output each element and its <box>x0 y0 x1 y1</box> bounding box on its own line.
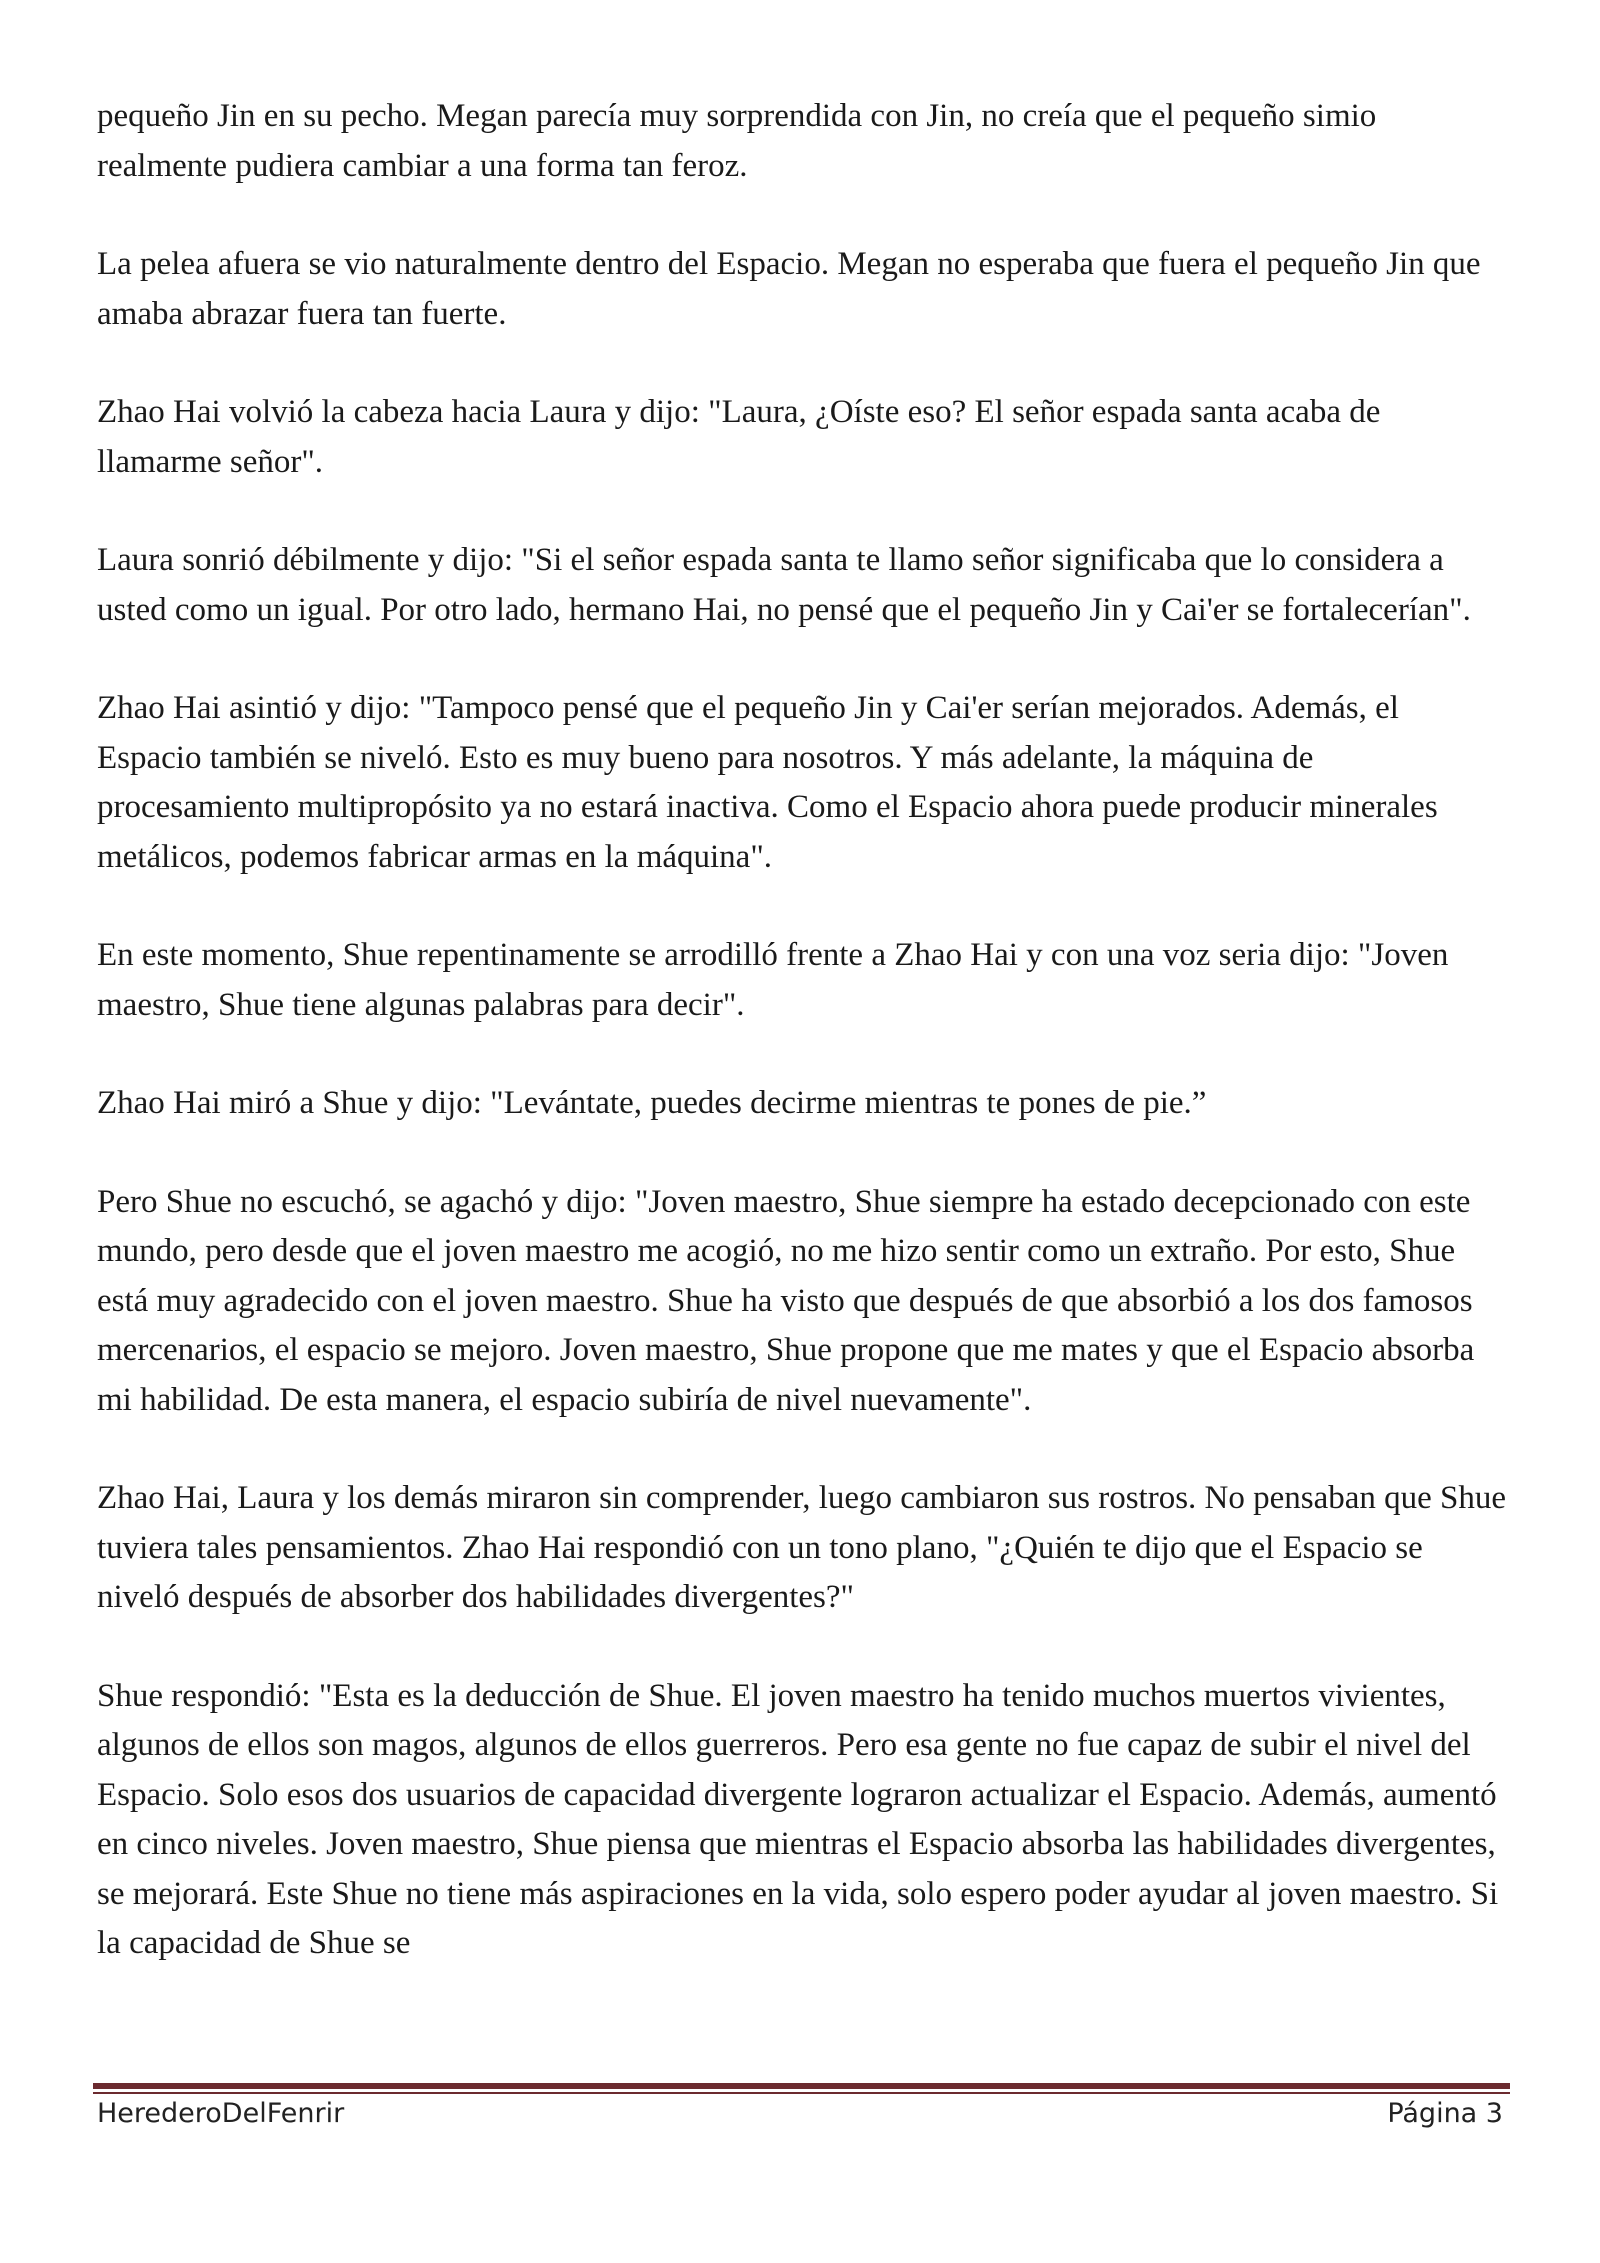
paragraph: Zhao Hai miró a Shue y dijo: "Levántate, puedes decirme mientras te pones de pie.” <box>97 1085 1207 1121</box>
body-text <box>97 92 1507 2018</box>
page-number: Página 3 <box>1387 2098 1503 2129</box>
paragraph: Zhao Hai volvió la cabeza hacia Laura y dijo: "Laura, ¿Oíste eso? El señor espada santa acaba de llamarme señor". <box>97 394 1381 480</box>
paragraph: Pero Shue no escuchó, se agachó y dijo: "Joven maestro, Shue siempre ha estado decepcionado con este mundo, pero desde que el joven maestro me acogió, no me hizo sentir como un extraño. Por esto, Shue está muy agradecido con el joven maestro. Shue ha visto que después de que absorbió a los dos famosos mercenarios, el espacio se mejoro. Joven maestro, Shue propone que me mates y que el Espacio absorba mi habilidad. De esta manera, el espacio subiría de nivel nuevamente". <box>97 1183 1475 1418</box>
paragraph: En este momento, Shue repentinamente se arrodilló frente a Zhao Hai y con una voz seria dijo: "Joven maestro, Shue tiene algunas palabras para decir". <box>97 937 1449 1023</box>
paragraph: Zhao Hai, Laura y los demás miraron sin comprender, luego cambiaron sus rostros. No pensaban que Shue tuviera tales pensamientos. Zhao Hai respondió con un tono plano, "¿Quién te dijo que el Espacio se niveló después de absorber dos habilidades divergentes?" <box>97 1480 1507 1615</box>
paragraph: Laura sonrió débilmente y dijo: "Si el señor espada santa te llamo señor significaba que lo considera a usted como un igual. Por otro lado, hermano Hai, no pensé que el pequeño Jin y Cai'er se fortalecerían". <box>97 542 1471 628</box>
paragraph: Zhao Hai asintió y dijo: "Tampoco pensé que el pequeño Jin y Cai'er serían mejorados. Además, el Espacio también se niveló. Esto es muy bueno para nosotros. Y más adelante, la máquina de procesamiento multipropósito ya no estará inactiva. Como el Espacio ahora puede producir minerales metálicos, podemos fabricar armas en la máquina". <box>97 690 1438 875</box>
footer-divider <box>93 2083 1510 2094</box>
paragraph: pequeño Jin en su pecho. Megan parecía muy sorprendida con Jin, no creía que el pequeño simio realmente pudiera cambiar a una forma tan feroz. <box>97 98 1377 184</box>
paragraph: La pelea afuera se vio naturalmente dentro del Espacio. Megan no esperaba que fuera el pequeño Jin que amaba abrazar fuera tan fuerte. <box>97 246 1481 332</box>
paragraph: Shue respondió: "Esta es la deducción de Shue. El joven maestro ha tenido muchos muertos vivientes, algunos de ellos son magos, algunos de ellos guerreros. Pero esa gente no fue capaz de subir el nivel del Espacio. Solo esos dos usuarios de capacidad divergente lograron actualizar el Espacio. Además, aumentó en cinco niveles. Joven maestro, Shue piensa que mientras el Espacio absorba las habilidades divergentes, se mejorará. Este Shue no tiene más aspiraciones en la vida, solo espero poder ayudar al joven maestro. Si la capacidad de Shue se <box>97 1677 1499 1961</box>
footer-author: HerederoDelFenrir <box>97 2098 345 2129</box>
